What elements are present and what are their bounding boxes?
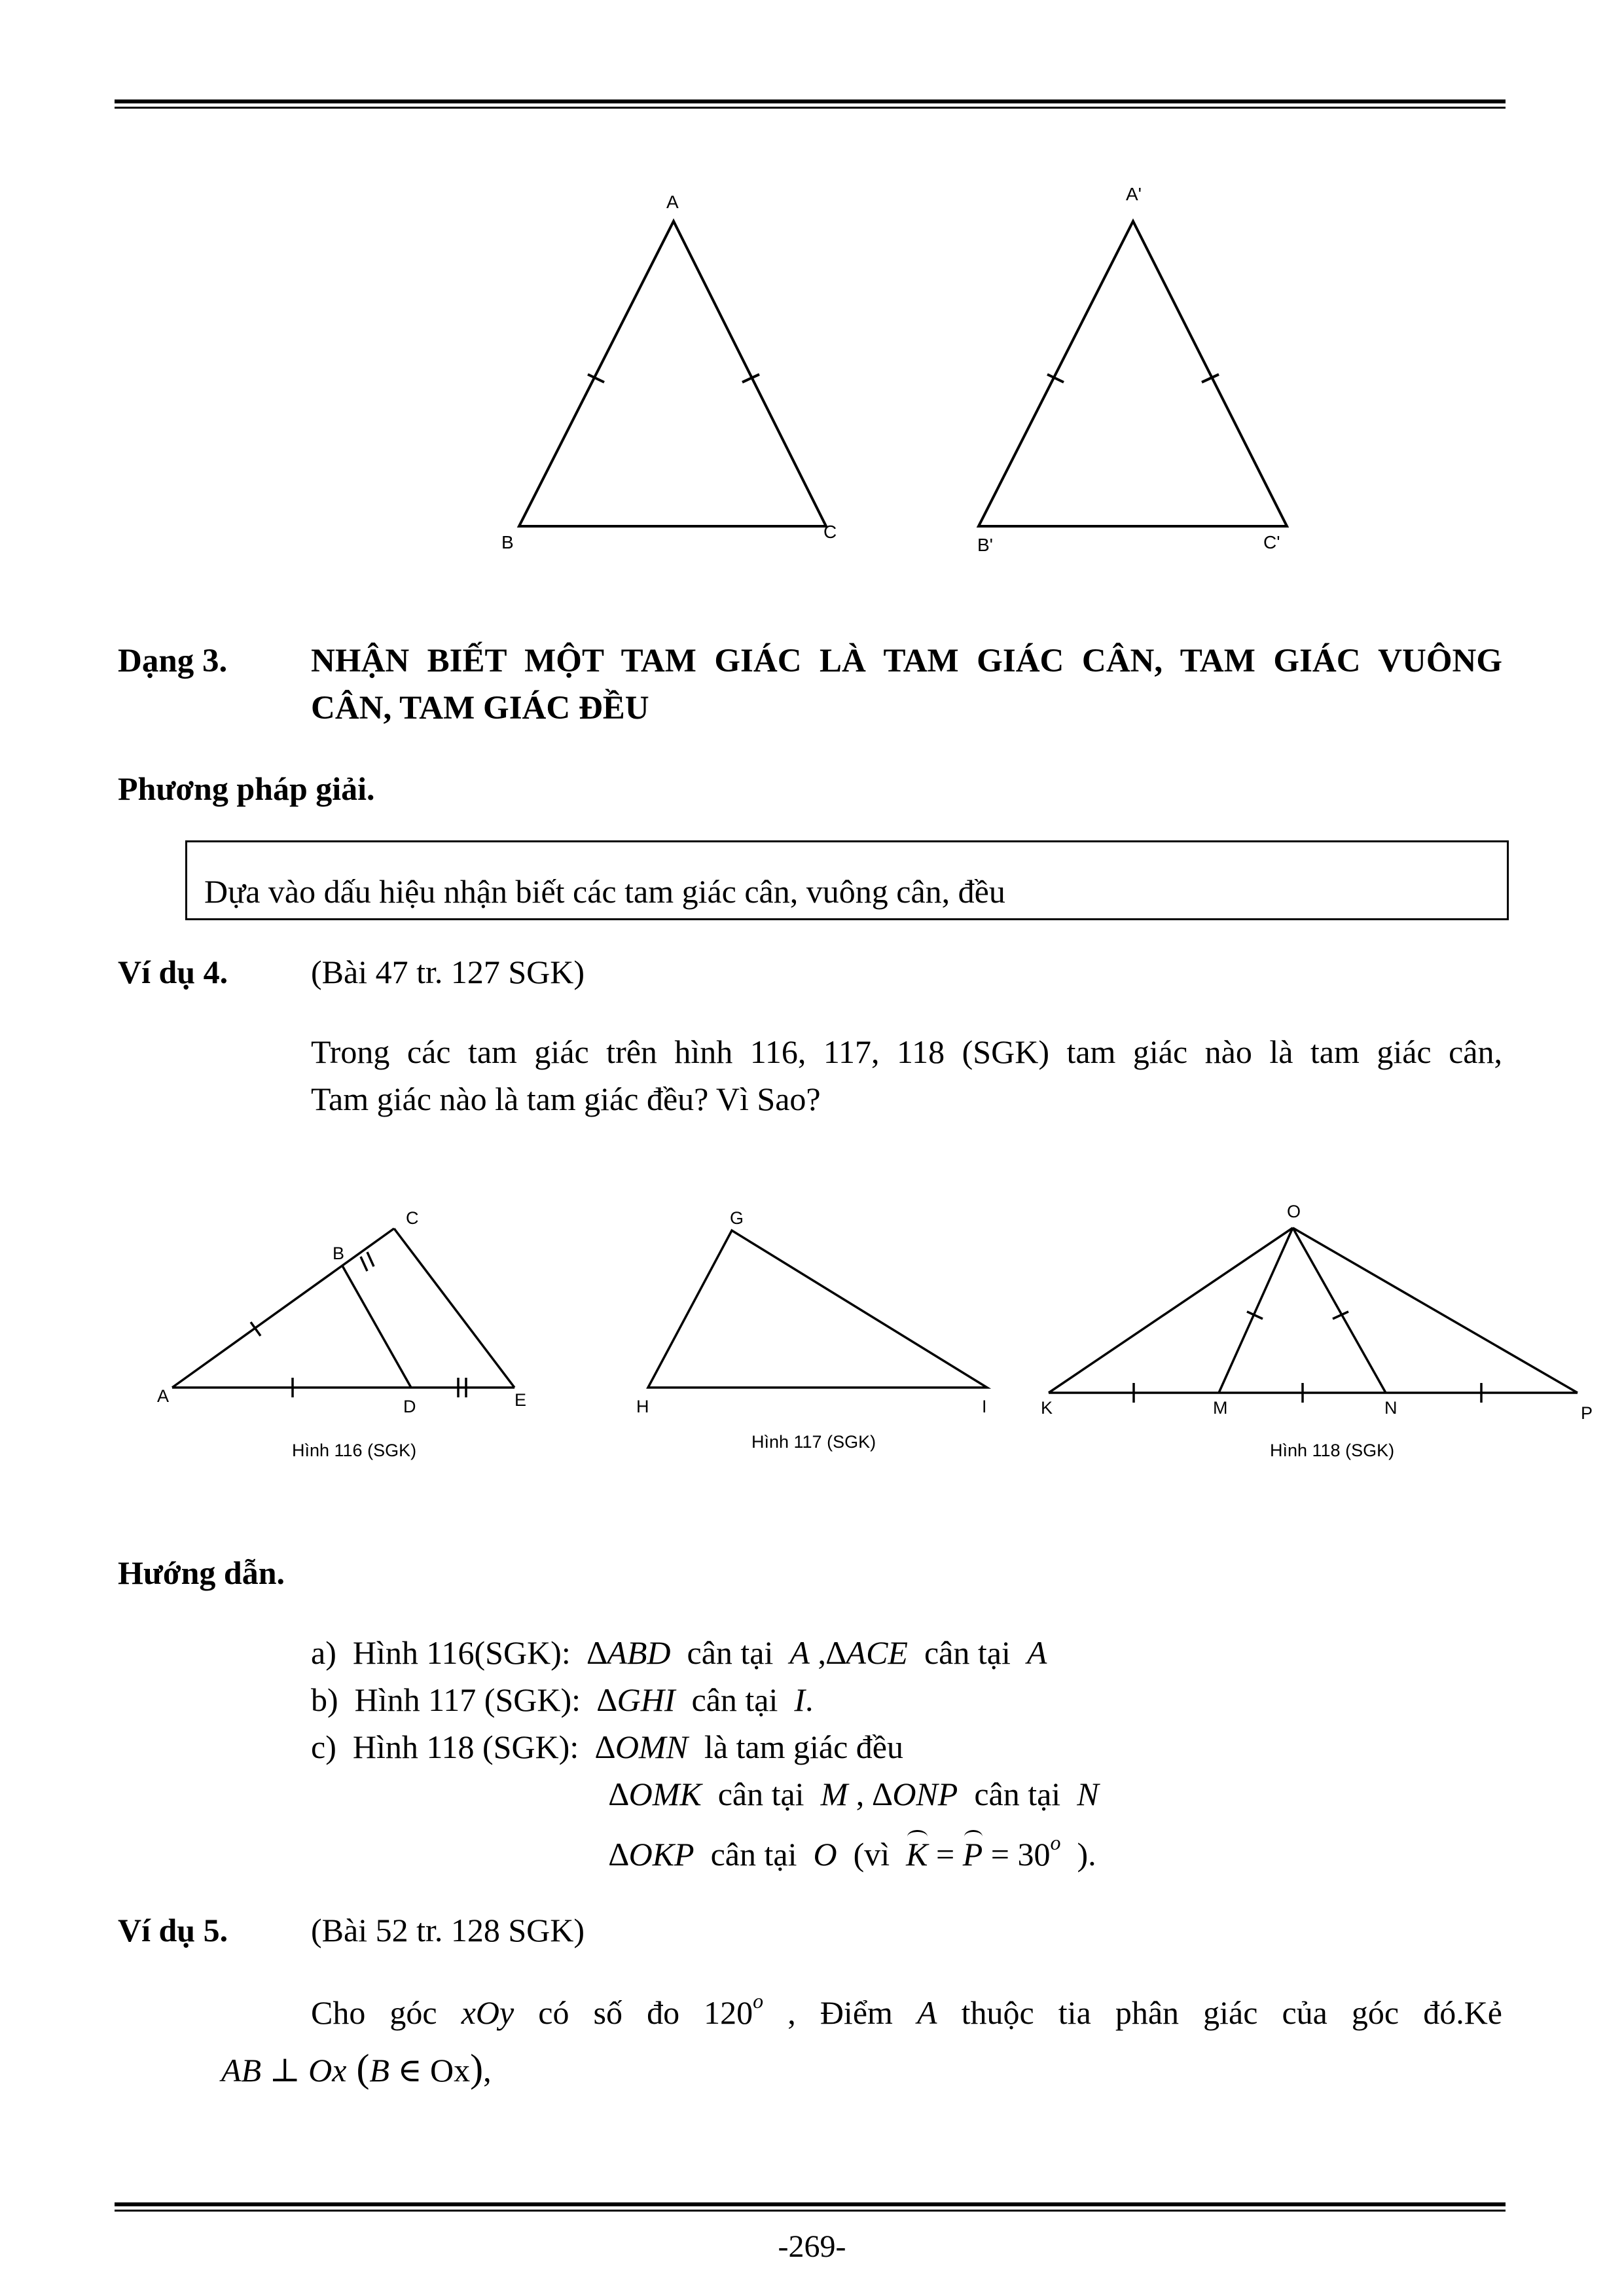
example4-ref: (Bài 47 tr. 127 SGK): [311, 954, 585, 990]
triangle-symbol: ∆: [597, 1681, 617, 1718]
example4-line1: Trong các tam giác trên hình 116, 117, 118 (SGK) tam giác nào là tam giác cân,: [311, 1033, 1502, 1070]
label-a-prime: A': [1126, 184, 1142, 204]
guide-c3-end: ).: [1077, 1836, 1096, 1873]
guide-c-label: c): [311, 1729, 336, 1765]
ex5-b: B: [369, 2052, 389, 2089]
guide-c-w1: là tam giác đều: [704, 1729, 903, 1765]
ex5-angle: xOy: [461, 1994, 514, 2031]
guide-item-a: a) Hình 116(SGK): ∆ABD cân tại A ,∆ACE cân tại A: [311, 1634, 1047, 1671]
fig117-label-h: H: [636, 1397, 649, 1416]
fig118-label-m: M: [1213, 1398, 1228, 1418]
ex5-w4: thuộc tia phân giác của góc đó.Kẻ: [961, 1994, 1502, 2031]
ex5-ox2: Ox: [429, 2052, 471, 2089]
section-label: Dạng 3.: [118, 643, 228, 679]
ex5-ox: Ox: [308, 2052, 347, 2089]
guide-c2-v2: N: [1077, 1776, 1099, 1812]
fig118-label-k: K: [1041, 1398, 1053, 1418]
angle-k: K: [906, 1831, 928, 1877]
fig116-label-b: B: [333, 1244, 345, 1263]
page-number: -269-: [778, 2229, 846, 2264]
example5-line2: AB ⊥ Ox (B ∈ Ox),: [221, 2047, 492, 2090]
method-box-text: Dựa vào dấu hiệu nhận biết các tam giác cân, vuông cân, đều: [204, 873, 1005, 910]
fig118-caption: Hình 118 (SGK): [1270, 1441, 1395, 1460]
ex5-w3: , Điểm: [787, 1994, 893, 2031]
method-heading: Phương pháp giải.: [118, 770, 375, 807]
triangle-symbol: ∆: [609, 1836, 629, 1873]
guide-a-t1: ABD: [607, 1634, 671, 1671]
guide-b-prefix: Hình 117 (SGK):: [354, 1681, 581, 1718]
guide-b-t1: GHI: [617, 1681, 676, 1718]
ex5-degree: [704, 1989, 764, 2031]
guide-c2-w1: cân tại: [717, 1776, 804, 1812]
ex5-w1: Cho góc: [311, 1994, 437, 2031]
fig116-label-a: A: [157, 1386, 170, 1406]
angle-p: P: [963, 1831, 983, 1877]
figure-116-117-118: [0, 1191, 1624, 1479]
fig116-label-e: E: [514, 1390, 527, 1410]
guide-c3-vi: (vì: [853, 1836, 890, 1873]
guide-c-t1: OMN: [615, 1729, 688, 1765]
guide-c3-t1: OKP: [628, 1836, 695, 1873]
section-title-line1: NHẬN BIẾT MỘT TAM GIÁC LÀ TAM GIÁC CÂN, TAM GIÁC VUÔNG: [311, 643, 1502, 679]
label-c-prime: C': [1263, 532, 1280, 552]
fig118-seg-op: [1293, 1228, 1578, 1393]
figure-isosceles-triangles: [0, 164, 1624, 589]
fig117-label-i: I: [982, 1397, 987, 1416]
footer-rule: [115, 2202, 1506, 2212]
guide-c-prefix: Hình 118 (SGK):: [352, 1729, 579, 1765]
guide-c2-v1: M: [820, 1776, 848, 1812]
example5-label: Ví dụ 5.: [118, 1912, 228, 1948]
ex5-degree-sup: o: [753, 1989, 764, 2013]
fig116-label-d: D: [403, 1397, 416, 1416]
triangle-symbol: ∆: [609, 1776, 629, 1812]
example5-ref: (Bài 52 tr. 128 SGK): [311, 1912, 585, 1948]
fig117-caption: Hình 117 (SGK): [751, 1432, 876, 1452]
guide-c2-t1: OMK: [628, 1776, 702, 1812]
fig118-label-p: P: [1581, 1403, 1593, 1423]
label-c: C: [823, 522, 837, 542]
guide-a-prefix: Hình 116(SGK):: [352, 1634, 571, 1671]
guide-c3-v1: O: [813, 1836, 837, 1873]
fig116-tick-bc2: [367, 1252, 374, 1266]
guide-b-v1: I: [794, 1681, 806, 1718]
fig116-seg-ce: [394, 1229, 514, 1388]
guide-item-c: [311, 1724, 903, 1770]
guide-a-v2: A: [1026, 1634, 1047, 1671]
guide-b-w1: cân tại: [691, 1681, 778, 1718]
guide-c3-w1: cân tại: [710, 1836, 797, 1873]
fig116-seg-bd: [342, 1266, 411, 1388]
label-a: A: [666, 192, 679, 212]
triangle-symbol: ∆: [586, 1634, 607, 1671]
degree-sup: o: [1050, 1831, 1061, 1854]
fig117-label-g: G: [730, 1208, 744, 1228]
fig116-seg-ac: [172, 1229, 394, 1388]
guide-heading: Hướng dẫn.: [118, 1554, 285, 1591]
label-b-prime: B': [977, 535, 994, 555]
fig118-seg-on: [1293, 1228, 1386, 1393]
fig118-label-n: N: [1384, 1398, 1398, 1418]
guide-item-c3: ∆OKP cân tại O (vì $K = P = 30^o$ ).: [609, 1831, 1096, 1877]
fig116-caption: Hình 116 (SGK): [292, 1441, 417, 1460]
ex5-w2: có số đo: [538, 1994, 680, 2031]
fig118-label-o: O: [1287, 1202, 1301, 1221]
triangle-a1b1c1: [979, 221, 1287, 526]
guide-item-c2: ∆OMK cân tại M , ∆ONP cân tại N: [609, 1776, 1099, 1812]
guide-c2-t2: ONP: [892, 1776, 958, 1812]
fig117-triangle-ghi: [648, 1230, 987, 1388]
guide-a-w2: cân tại: [924, 1634, 1011, 1671]
triangle-symbol: ∆: [872, 1776, 893, 1812]
guide-c2-w2: cân tại: [974, 1776, 1061, 1812]
guide-a-v1: A: [789, 1634, 810, 1671]
triangle-symbol: ∆: [595, 1729, 615, 1765]
section-title-line2: CÂN, TAM GIÁC ĐỀU: [311, 690, 649, 726]
ex5-ab: AB: [221, 2052, 262, 2089]
example5-line1: [311, 1990, 1502, 2036]
triangle-abc: [519, 221, 826, 526]
guide-a-t2: ACE: [846, 1634, 908, 1671]
example4-line2: Tam giác nào là tam giác đều? Vì Sao?: [311, 1081, 821, 1117]
triangle-symbol: ∆: [825, 1634, 846, 1671]
fig116-label-c: C: [406, 1208, 419, 1228]
guide-a-w1: cân tại: [687, 1634, 774, 1671]
ex5-deg: 120: [704, 1994, 753, 2031]
guide-a-label: a): [311, 1634, 336, 1671]
example4-label: Ví dụ 4.: [118, 954, 228, 990]
fig116-tick-bc1: [361, 1257, 367, 1271]
header-rule: [115, 99, 1506, 109]
ex5-point: A: [917, 1994, 937, 2031]
guide-b-label: b): [311, 1681, 338, 1718]
guide-item-b: b) Hình 117 (SGK): ∆GHI cân tại I.: [311, 1681, 814, 1718]
guide-c3-deg: 30: [1017, 1836, 1051, 1873]
method-box: [185, 840, 1509, 920]
label-b: B: [501, 532, 514, 552]
